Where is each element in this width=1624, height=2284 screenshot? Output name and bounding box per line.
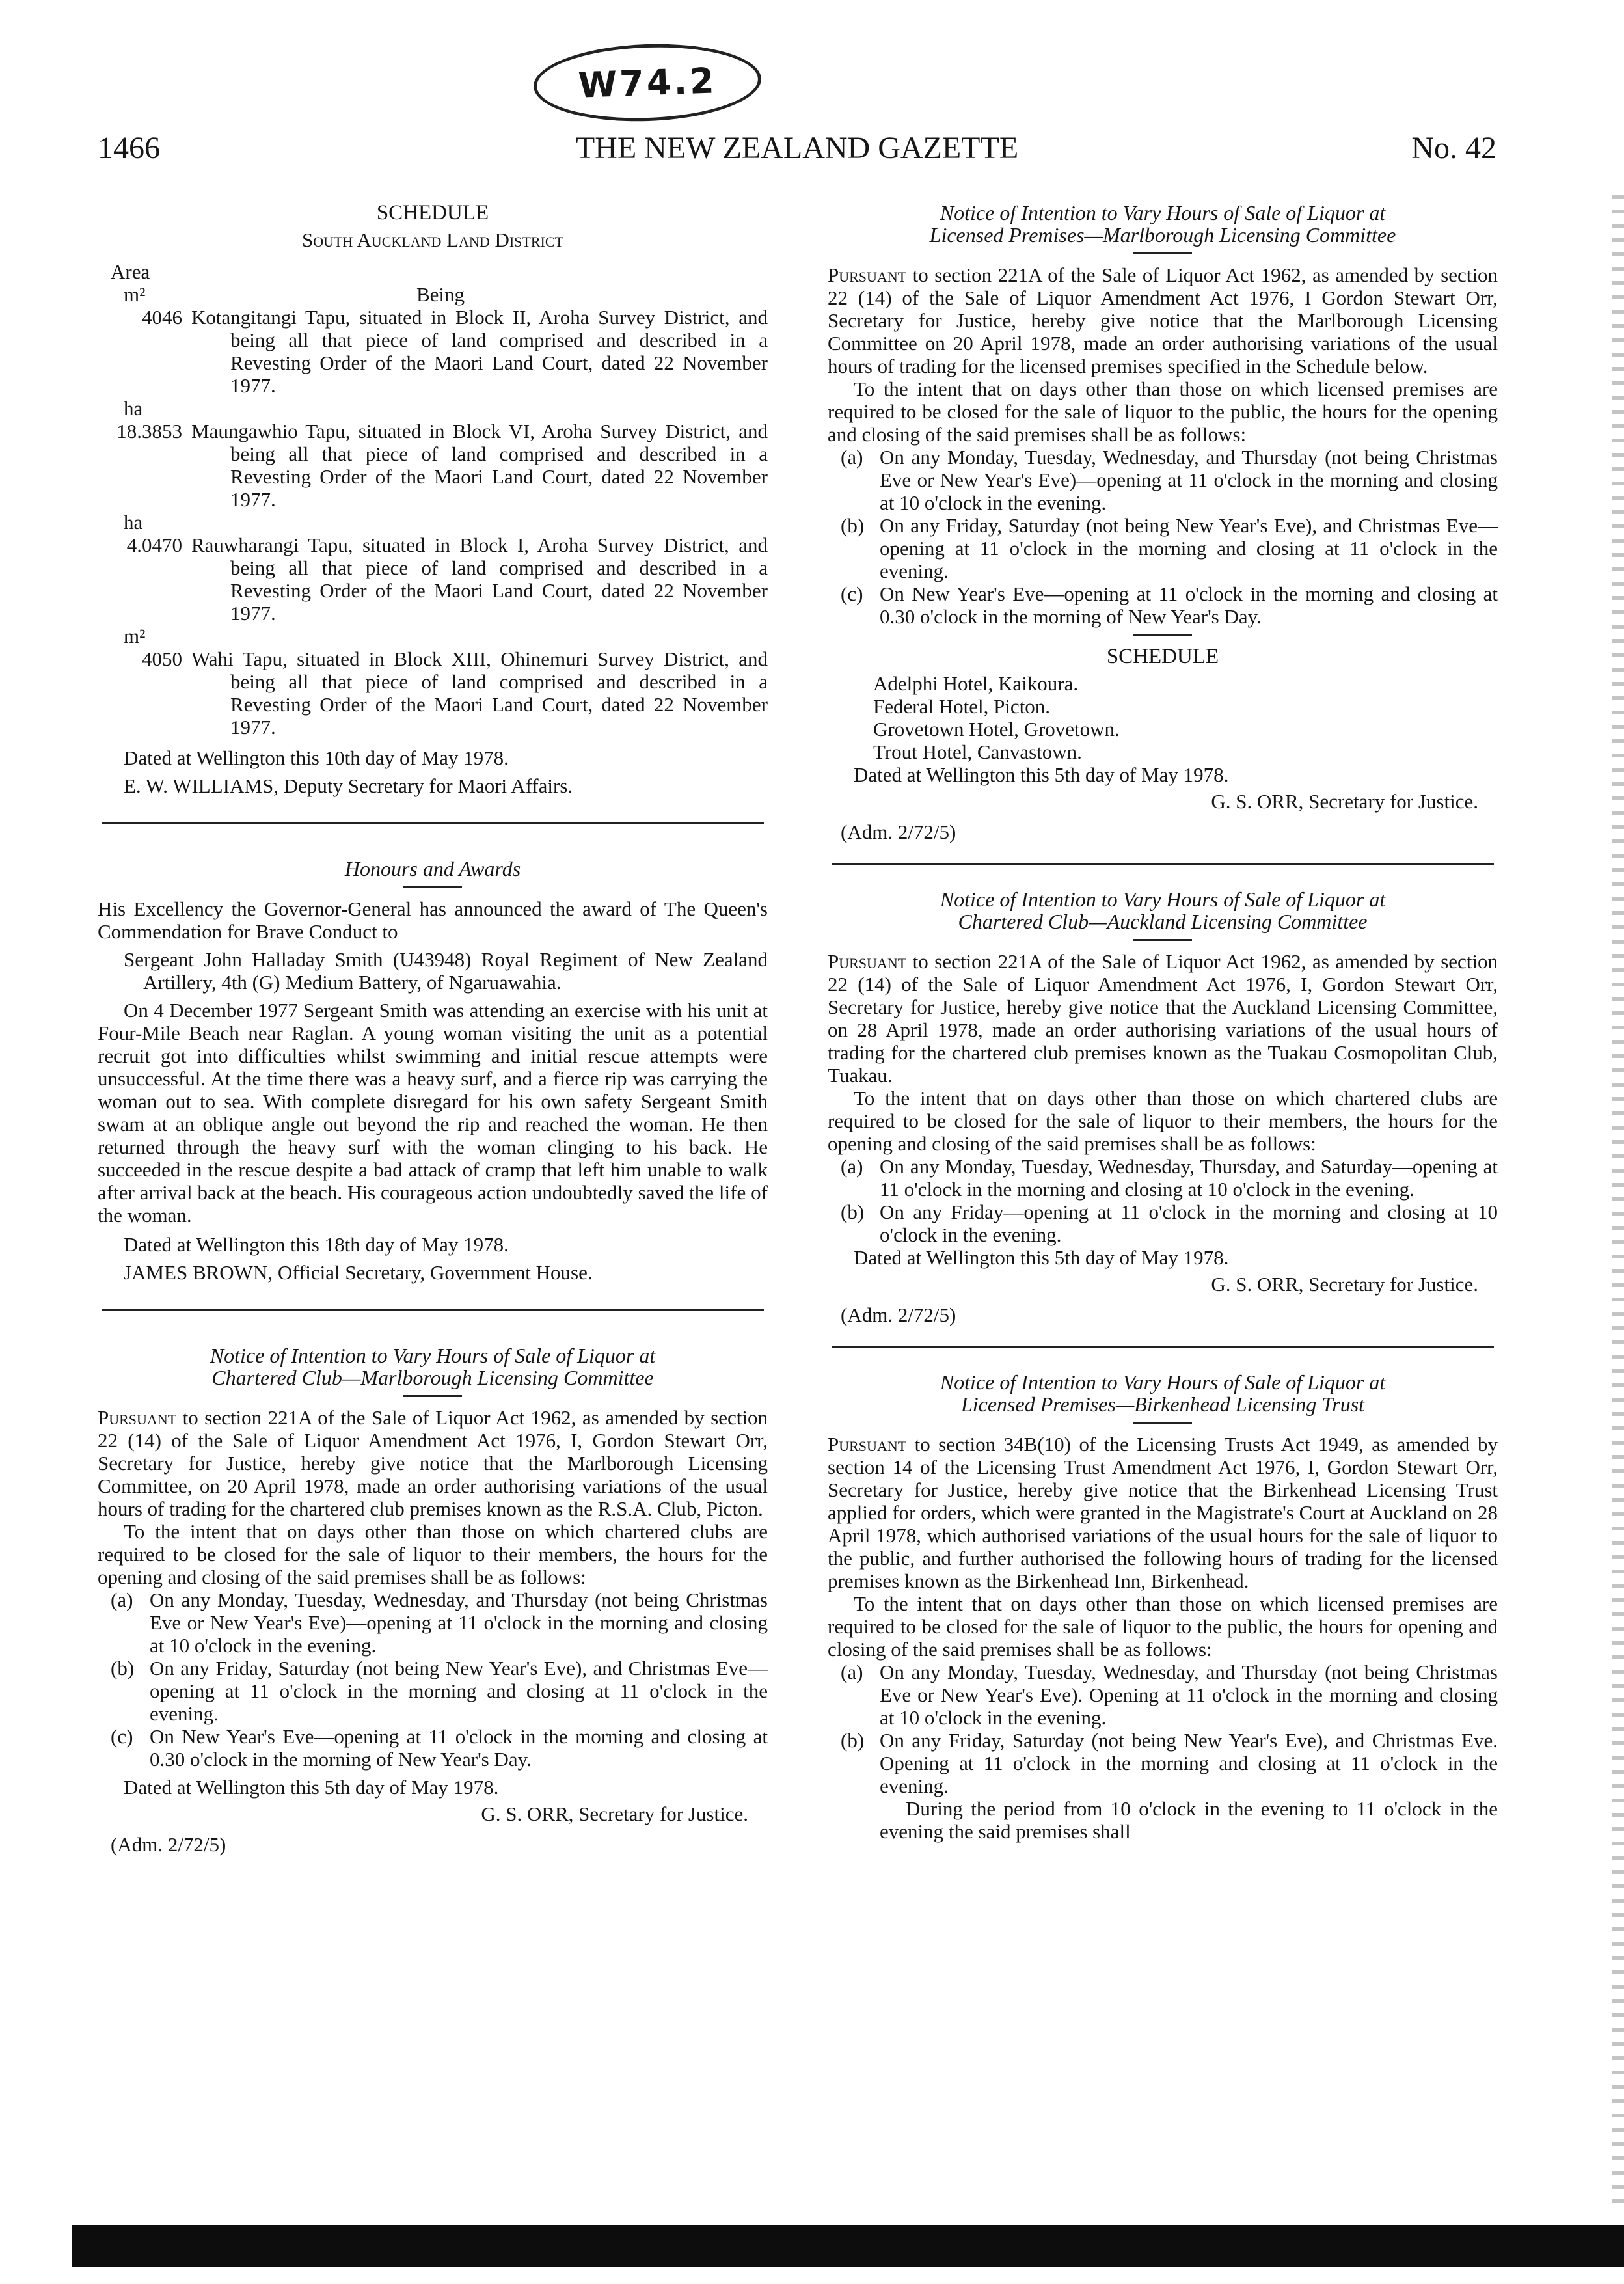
item-text: On any Friday, Saturday (not being New Year's Eve), and Christmas Eve—opening at 11 o'clock in the morning and closing at 11 o'clock in the evening. <box>150 1657 768 1725</box>
land-description: Kotangitangi Tapu, situated in Block II, Aroha Survey District, and being all that piece of land comprised and described in a Revesting Order of the Maori Land Court, dated 22 November 1977. <box>191 306 768 397</box>
section-divider <box>102 822 764 824</box>
item-label: (c) <box>111 1725 133 1748</box>
page-number: 1466 <box>98 131 160 165</box>
notice-body-text: to section 221A of the Sale of Liquor Act 1962, as amended by section 22 (14) of the Sale of Liquor Amendment Act 1976, I Gordon Stewart Orr, Secretary for Justice, hereby give notice that the Marlborough Licensing Committee on 20 April 1978, made an order authorising variations of the usual hours of trading for the licensed premises specified in the Schedule below. <box>828 264 1498 377</box>
venue-item: Grovetown Hotel, Grovetown. <box>873 718 1120 741</box>
land-area: 18.3853 <box>116 420 182 442</box>
left-column <box>98 202 768 1856</box>
item-label: (b) <box>841 514 865 537</box>
notice-subtitle: Chartered Club—Auckland Licensing Committee <box>958 910 1368 933</box>
hours-item <box>111 1588 768 1657</box>
title-rule <box>1133 1422 1192 1424</box>
item-text: On any Monday, Tuesday, Wednesday, and Thursday (not being Christmas Eve or New Year's Eve)—opening at 11 o'clock in the morning and closing at 10 o'clock in the evening. <box>880 446 1498 514</box>
land-entry <box>98 306 768 397</box>
item-label: (c) <box>841 582 863 605</box>
dated-line: Dated at Wellington this 5th day of May 1978. <box>124 1776 499 1799</box>
unit-label: ha <box>124 397 143 420</box>
hours-item <box>841 1201 1498 1246</box>
item-label: (b) <box>841 1201 865 1223</box>
continuation-text: During the period from 10 o'clock in the evening to 11 o'clock in the evening the said premises shall <box>880 1797 1498 1843</box>
schedule-col-headers <box>98 283 768 306</box>
land-description: Rauwharangi Tapu, situated in Block I, Aroha Survey District, and being all that piece of land comprised and described in a Revesting Order of the Maori Land Court, dated 22 November 1977. <box>191 534 768 625</box>
scan-bottom-bar <box>72 2225 1624 2267</box>
honours-recipient: Sergeant John Halladay Smith (U43948) Royal Regiment of New Zealand Artillery, 4th (G) Medium Battery, of Ngaruawahia. <box>124 948 768 994</box>
honours-intro: His Excellency the Governor-General has announced the award of The Queen's Commendation for Brave Conduct to <box>98 897 768 943</box>
hours-item <box>841 446 1498 514</box>
adm-reference: (Adm. 2/72/5) <box>111 1833 226 1856</box>
adm-reference: (Adm. 2/72/5) <box>841 1303 956 1326</box>
venue-item: Trout Hotel, Canvastown. <box>873 741 1082 763</box>
notice-intent: To the intent that on days other than those on which chartered clubs are required to be closed for the sale of liquor to their members, the hours for the opening and closing of the said premises shall be as follows: <box>828 1087 1498 1155</box>
notice-title: Notice of Intention to Vary Hours of Sale of Liquor at <box>940 1370 1386 1394</box>
land-area: 4046 <box>142 306 182 329</box>
stamp-text: W74.2 <box>577 59 718 106</box>
section-divider <box>832 863 1494 865</box>
dated-line: Dated at Wellington this 5th day of May 1978. <box>854 1246 1229 1269</box>
schedule-subheading: South Auckland Land District <box>302 228 563 251</box>
unit-label: m² <box>124 625 146 647</box>
signature: G. S. ORR, Secretary for Justice. <box>1211 1273 1478 1296</box>
right-column <box>828 202 1498 1843</box>
issue-number: No. 42 <box>1411 131 1496 165</box>
item-text: On any Monday, Tuesday, Wednesday, Thursday, and Saturday—opening at 11 o'clock in the morning and closing at 10 o'clock in the evening. <box>880 1155 1498 1201</box>
item-label: (a) <box>841 1155 863 1178</box>
notice-body-text: to section 34B(10) of the Licensing Trusts Act 1949, as amended by section 14 of the Licensing Trust Amendment Act 1976, I, Gordon Stewart Orr, Secretary for Justice, hereby give notice that the Birkenhead Licensing Trust applied for orders, which were granted in the Magistrate's Court at Auckland on 28 April 1978, which authorised variations of the usual hours for the sale of liquor to the public, and further authorised the following hours of trading for the licensed premises known as the Birkenhead Inn, Birkenhead. <box>828 1433 1498 1592</box>
notice-intent: To the intent that on days other than those on which chartered clubs are required to be closed for the sale of liquor to their members, the hours for the opening and closing of the said premises shall be as follows: <box>98 1520 768 1588</box>
being-label: Being <box>416 283 465 306</box>
title-rule <box>1133 939 1192 941</box>
item-label: (b) <box>841 1729 865 1752</box>
land-entry <box>98 420 768 511</box>
section-divider <box>832 1346 1494 1348</box>
scan-edge <box>1612 195 1624 2212</box>
venue-list <box>828 672 1498 763</box>
archive-stamp <box>532 40 763 125</box>
notice-body <box>98 1406 768 1520</box>
hours-item <box>841 582 1498 628</box>
pursuant-word: Pursuant <box>828 264 907 286</box>
land-area: 4.0470 <box>126 534 182 556</box>
dated-line: Dated at Wellington this 10th day of May 1978. <box>124 746 509 769</box>
item-label: (a) <box>841 446 863 469</box>
area-label: Area <box>111 260 150 283</box>
hours-item <box>841 1155 1498 1201</box>
notice-body-text: to section 221A of the Sale of Liquor Act 1962, as amended by section 22 (14) of the Sale of Liquor Amendment Act 1976, I, Gordon Stewart Orr, Secretary for Justice, hereby give notice that the Auckland Licensing Committee, on 28 April 1978, made an order authorising variations of the usual hours of trading for the chartered club premises known as the Tuakau Cosmopolitan Club, Tuakau. <box>828 950 1498 1087</box>
land-entry <box>98 534 768 625</box>
land-description: Maungawhio Tapu, situated in Block VI, Aroha Survey District, and being all that piece of land comprised and described in a Revesting Order of the Maori Land Court, dated 22 November 1977. <box>191 420 768 511</box>
schedule-heading: SCHEDULE <box>1106 645 1219 668</box>
land-entry <box>98 647 768 739</box>
hours-item <box>841 1729 1498 1797</box>
notice-body <box>828 950 1498 1087</box>
title-rule <box>1133 252 1192 254</box>
notice-body <box>828 264 1498 377</box>
signature: G. S. ORR, Secretary for Justice. <box>481 1802 748 1825</box>
item-label: (a) <box>111 1588 133 1611</box>
honours-title: Honours and Awards <box>344 857 521 880</box>
notice-body-text: to section 221A of the Sale of Liquor Act 1962, as amended by section 22 (14) of the Sale of Liquor Amendment Act 1976, I, Gordon Stewart Orr, Secretary for Justice, hereby give notice that the Marlborough Licensing Committee, on 20 April 1978, made an order authorising variations of the usual hours of trading for the chartered club premises known as the R.S.A. Club, Picton. <box>98 1406 768 1520</box>
hours-item <box>111 1725 768 1771</box>
item-text: On any Monday, Tuesday, Wednesday, and Thursday (not being Christmas Eve or New Year's Eve). Opening at 11 o'clock in the morning and closing at 10 o'clock in the evening. <box>880 1661 1498 1729</box>
unit-label: ha <box>124 511 143 534</box>
item-text: On New Year's Eve—opening at 11 o'clock in the morning and closing at 0.30 o'clock in the morning of New Year's Day. <box>150 1725 768 1771</box>
notice-title: Notice of Intention to Vary Hours of Sale of Liquor at <box>210 1344 656 1367</box>
notice-title: Notice of Intention to Vary Hours of Sale of Liquor at <box>940 888 1386 911</box>
pursuant-word: Pursuant <box>828 950 907 973</box>
hours-item <box>111 1657 768 1725</box>
honours-body: On 4 December 1977 Sergeant Smith was attending an exercise with his unit at Four-Mile Beach near Raglan. A young woman visiting the unit as a potential recruit got into difficulties whilst swimming and initial rescue attempts were unsuccessful. At the time there was a heavy surf, and a fierce rip was carrying the woman out to sea. With complete disregard for his own safety Sergeant Smith swam at an oblique angle out beyond the rip and reached the woman. He then returned through the heavy surf with the woman clinging to his back. He succeeded in the rescue despite a bad attack of cramp that left him unable to walk after arrival back at the beach. His courageous action undoubtedly saved the life of the woman. <box>98 999 768 1227</box>
item-text: On any Friday, Saturday (not being New Year's Eve), and Christmas Eve—opening at 11 o'clock in the morning and closing at 11 o'clock in the evening. <box>880 514 1498 582</box>
hours-item <box>841 1661 1498 1729</box>
item-label: (b) <box>111 1657 135 1679</box>
venue-item: Adelphi Hotel, Kaikoura. <box>873 672 1079 695</box>
title-rule <box>403 886 462 888</box>
adm-reference: (Adm. 2/72/5) <box>841 821 956 843</box>
land-description: Wahi Tapu, situated in Block XIII, Ohinemuri Survey District, and being all that piece of land comprised and described in a Revesting Order of the Maori Land Court, dated 22 November 1977. <box>191 647 768 739</box>
page-header <box>98 130 1496 182</box>
notice-subtitle: Licensed Premises—Marlborough Licensing Committee <box>929 223 1396 247</box>
pursuant-word: Pursuant <box>98 1406 177 1429</box>
hours-item <box>841 514 1498 582</box>
notice-intent: To the intent that on days other than those on which licensed premises are required to be closed for the sale of liquor to the public, the hours for the opening and closing of the said premises shall be as follows: <box>828 377 1498 446</box>
item-label: (a) <box>841 1661 863 1683</box>
notice-subtitle: Chartered Club—Marlborough Licensing Committee <box>211 1366 654 1389</box>
signature: JAMES BROWN, Official Secretary, Government House. <box>124 1261 593 1284</box>
gazette-title: THE NEW ZEALAND GAZETTE <box>575 131 1019 165</box>
signature: E. W. WILLIAMS, Deputy Secretary for Maori Affairs. <box>124 774 573 797</box>
signature: G. S. ORR, Secretary for Justice. <box>1211 790 1478 813</box>
item-text: On any Monday, Tuesday, Wednesday, and Thursday (not being Christmas Eve or New Year's Eve)—opening at 11 o'clock in the morning and closing at 10 o'clock in the evening. <box>150 1588 768 1657</box>
schedule-rule <box>1133 634 1192 636</box>
unit-label: m² <box>124 283 146 306</box>
item-text: On New Year's Eve—opening at 11 o'clock in the morning and closing at 0.30 o'clock in the morning of New Year's Day. <box>880 582 1498 628</box>
dated-line: Dated at Wellington this 5th day of May 1978. <box>854 763 1229 786</box>
item-text: On any Friday—opening at 11 o'clock in the morning and closing at 10 o'clock in the evening. <box>880 1201 1498 1246</box>
land-area: 4050 <box>142 647 182 670</box>
section-divider <box>102 1309 764 1311</box>
title-rule <box>403 1395 462 1397</box>
notice-intent: To the intent that on days other than those on which licensed premises are required to be closed for the sale of liquor to the public, the hours for opening and closing of the said premises shall be as follows: <box>828 1592 1498 1661</box>
pursuant-word: Pursuant <box>828 1433 907 1456</box>
notice-body <box>828 1433 1498 1592</box>
item-text: On any Friday, Saturday (not being New Year's Eve), and Christmas Eve. Opening at 11 o'clock in the morning and closing at 11 o'clock in the evening. <box>880 1729 1498 1797</box>
schedule-heading: SCHEDULE <box>376 201 489 224</box>
dated-line: Dated at Wellington this 18th day of May 1978. <box>124 1233 509 1256</box>
notice-subtitle: Licensed Premises—Birkenhead Licensing Trust <box>960 1393 1365 1416</box>
notice-title: Notice of Intention to Vary Hours of Sale of Liquor at <box>940 201 1386 224</box>
venue-item: Federal Hotel, Picton. <box>873 695 1051 718</box>
